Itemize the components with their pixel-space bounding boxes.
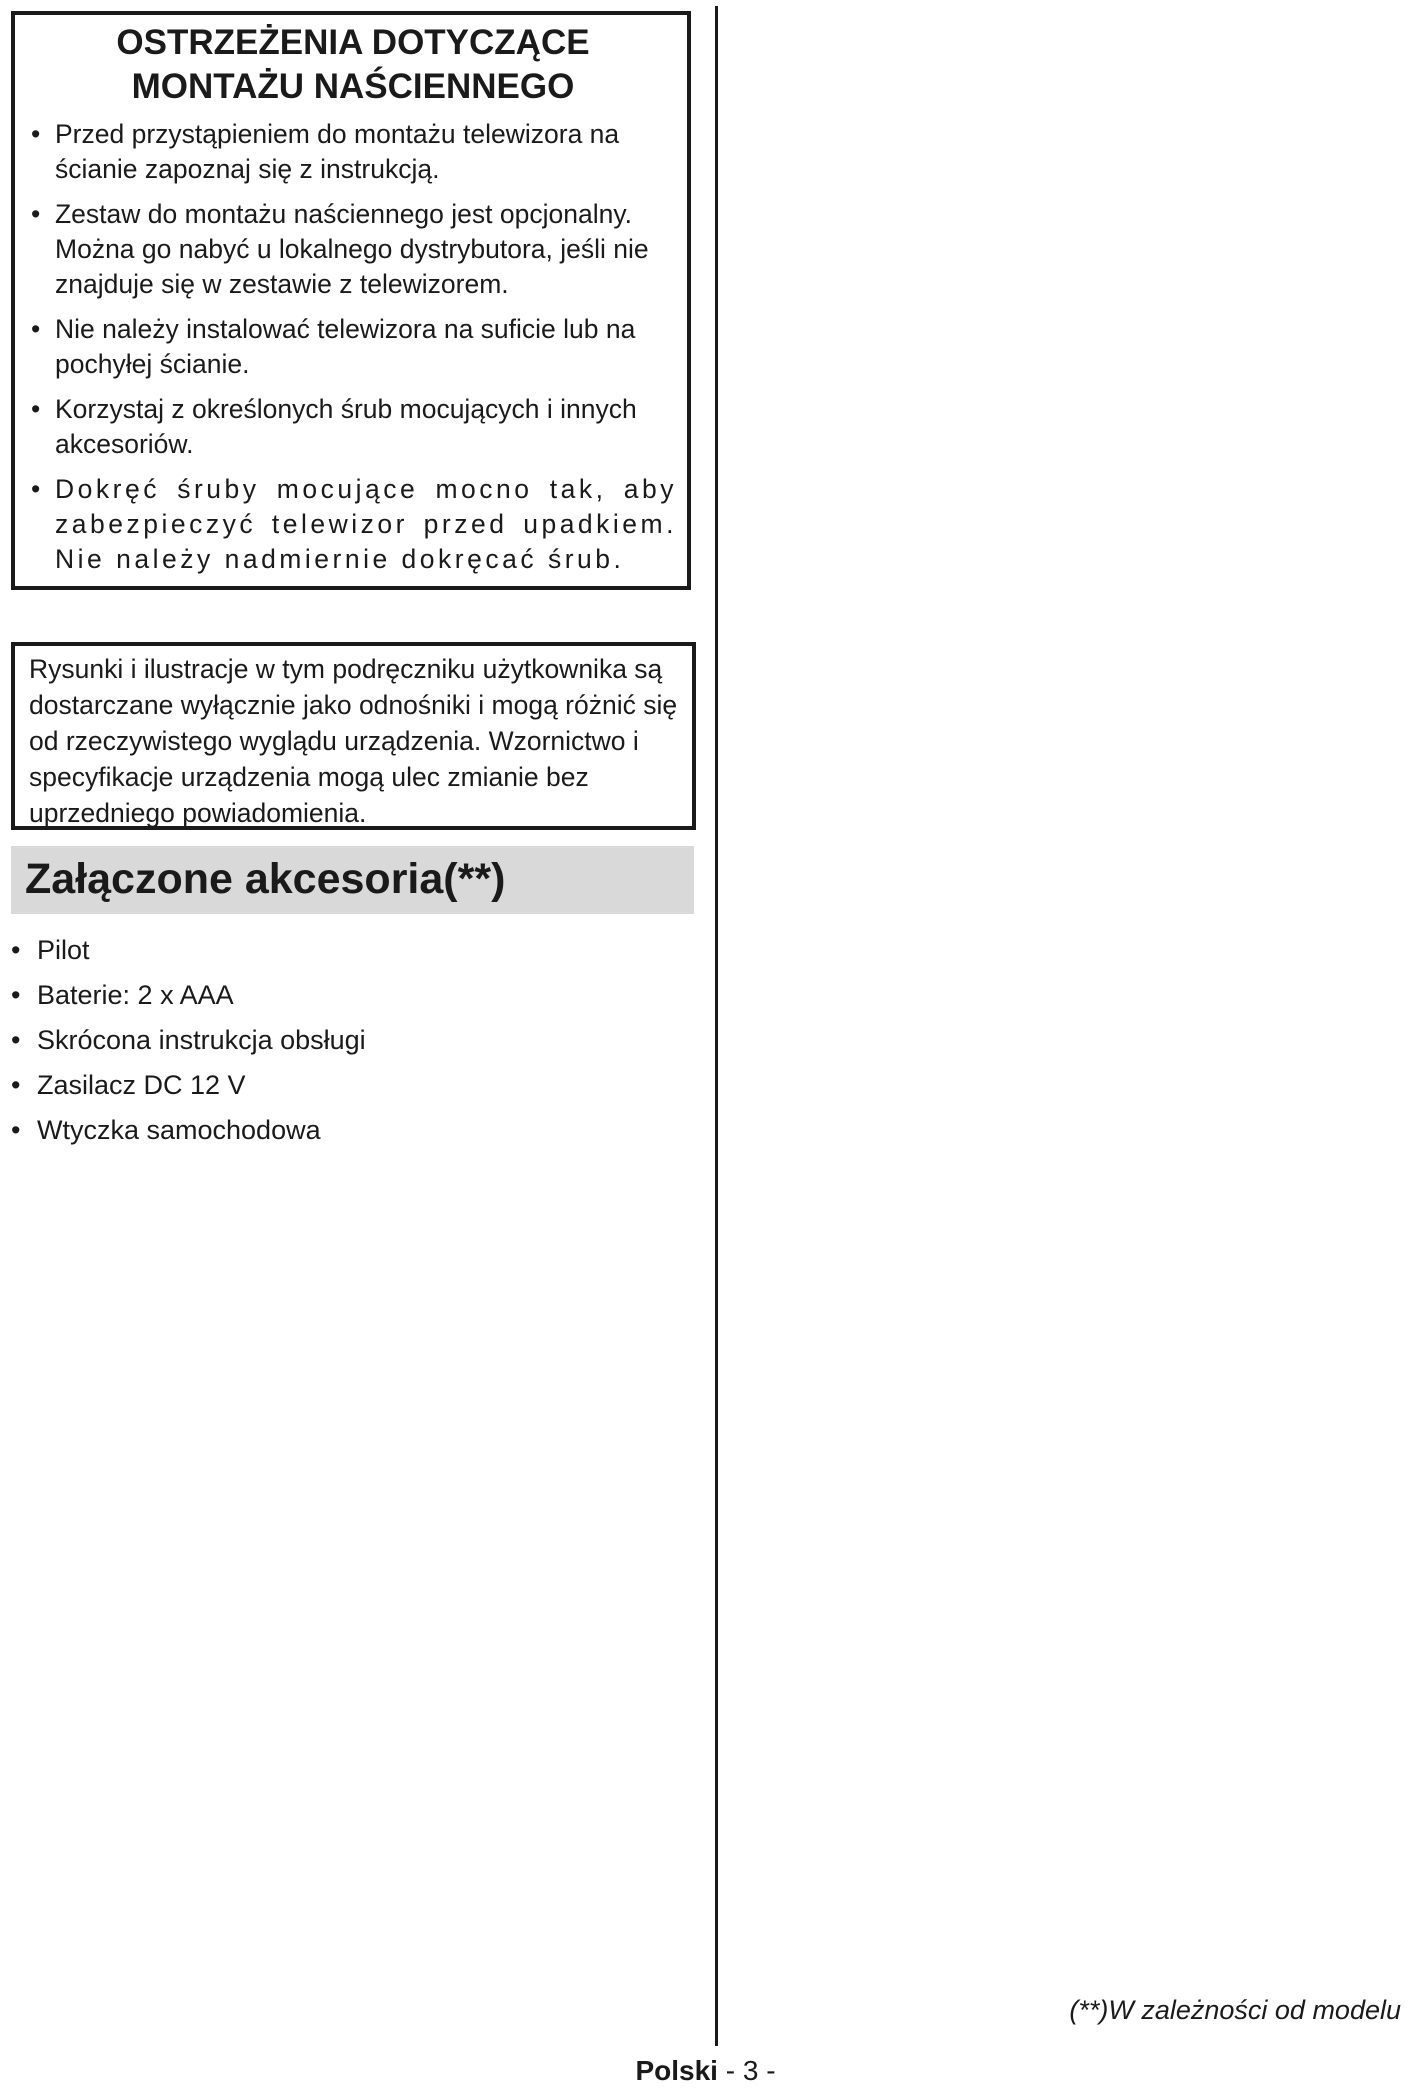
warning-list	[29, 117, 677, 577]
warning-title	[29, 21, 677, 109]
accessory-item: • Skrócona instrukcja obsługi	[11, 1022, 671, 1058]
illustration-disclaimer-box	[11, 642, 696, 830]
accessories-section-title: Załączone akcesoria(**)	[11, 846, 694, 914]
warning-item: • Korzystaj z określonych śrub mocujących i innych akcesoriów.	[29, 392, 677, 462]
page-number: - 3 -	[725, 2055, 776, 2086]
model-footnote: (**)W zależności od modelu	[1069, 1995, 1401, 2025]
warning-item: • Dokręć śruby mocujące mocno tak, aby zabezpieczyć telewizor przed upadkiem. Nie należy nadmiernie dokręcać śrub.	[29, 472, 677, 577]
warning-item: • Przed przystąpieniem do montażu telewizora na ścianie zapoznaj się z instrukcją.	[29, 117, 677, 187]
page-footer	[0, 2054, 1411, 2088]
warning-item: • Nie należy instalować telewizora na suficie lub na pochyłej ścianie.	[29, 312, 677, 382]
warning-item: • Zestaw do montażu naściennego jest opcjonalny. Można go nabyć u lokalnego dystrybutora, jeśli nie znajduje się w zestawie z telewizorem.	[29, 197, 677, 302]
accessory-item: • Pilot	[11, 932, 671, 968]
accessory-item: • Baterie: 2 x AAA	[11, 977, 671, 1013]
accessories-list	[11, 932, 671, 1157]
accessory-item: • Wtyczka samochodowa	[11, 1112, 671, 1148]
page-language: Polski	[635, 2055, 718, 2086]
warning-title-line-1: OSTRZEŻENIA DOTYCZĄCE	[116, 23, 590, 62]
accessory-item: • Zasilacz DC 12 V	[11, 1067, 671, 1103]
column-divider	[715, 6, 718, 2046]
warning-title-line-2: MONTAŻU NAŚCIENNEGO	[131, 67, 575, 106]
disclaimer-text: Rysunki i ilustracje w tym podręczniku użytkownika są dostarczane wyłącznie jako odnośniki i mogą różnić się od rzeczywistego wyglądu urządzenia. Wzornictwo i specyfikacje urządzenia mogą ulec zmianie bez uprzedniego powiadomienia.	[29, 654, 678, 828]
wall-mount-warning-box	[11, 11, 691, 590]
